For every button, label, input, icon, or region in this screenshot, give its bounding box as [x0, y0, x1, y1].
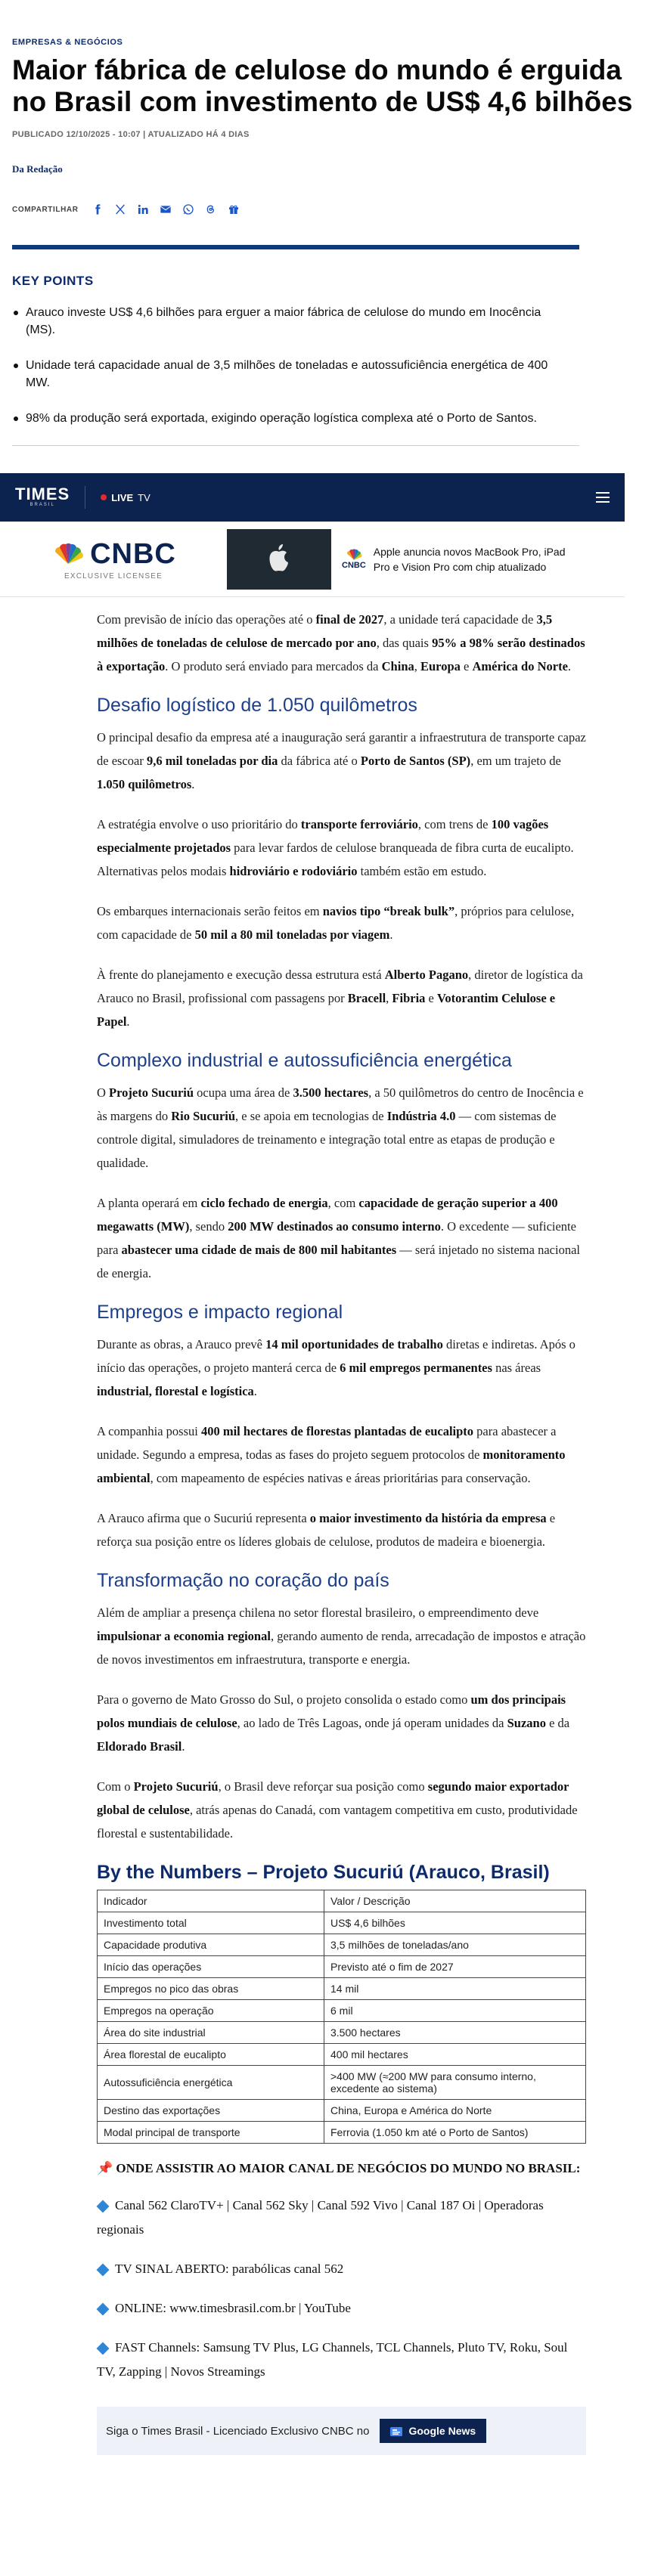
bold-text: 100 vagões especialmente projetados [97, 817, 549, 855]
bold-text: 400 mil hectares de florestas plantadas de eucalipto [200, 1424, 474, 1438]
key-point-item: Arauco investe US$ 4,6 bilhões para erguer a maior fábrica de celulose do mundo em Inocência (MS). [12, 304, 570, 339]
bold-text: China [381, 659, 414, 673]
table-row [98, 1978, 586, 2000]
key-points-list [0, 289, 582, 427]
article-paragraph: Os embarques internacionais serão feitos em navios tipo “break bulk”, próprios para celulose, com capacidade de 50 mil a 80 mil toneladas por viagem. [97, 904, 575, 942]
bold-text: Bracell [347, 991, 386, 1005]
subheading-complexo: Complexo industrial e autossuficiência energética [97, 1050, 512, 1071]
table-row [98, 2100, 586, 2122]
x-twitter-icon[interactable] [113, 203, 127, 216]
key-point-item: 98% da produção será exportada, exigindo operação logística complexa até o Porto de Santos. [12, 410, 570, 427]
row-key: Capacidade produtiva [98, 1934, 324, 1956]
channel-text: TV SINAL ABERTO: parabólicas canal 562 [115, 2262, 344, 2276]
bold-text: transporte ferroviário [300, 817, 418, 831]
live-tv-link[interactable] [101, 492, 150, 503]
subheading-logistica: Desafio logístico de 1.050 quilômetros [97, 695, 417, 716]
bold-text: 95% a 98% serão destinados à exportação [97, 636, 585, 673]
google-news-icon [390, 2426, 402, 2436]
bold-text: monitoramento ambiental [97, 1447, 566, 1485]
table-row [98, 1956, 586, 1978]
bold-text: 9,6 mil toneladas por dia [146, 754, 278, 768]
row-key: Investimento total [98, 1912, 324, 1934]
live-label: LIVE [111, 491, 134, 503]
article-paragraph: Com o Projeto Sucuriú, o Brasil deve reforçar sua posição como segundo maior exportador global de celulose, atrás apenas do Canadá, com vantagem competitiva em custo, produtividade florestal e sustentabilidade. [97, 1779, 578, 1841]
row-value: Previsto até o fim de 2027 [324, 1956, 586, 1978]
article-paragraph: Durante as obras, a Arauco prevê 14 mil oportunidades de trabalho diretas e indiretas. Após o início das operações, o projeto manterá cerca de 6 mil empregos permanentes nas áreas industrial, florestal e logística. [97, 1337, 575, 1398]
row-key: Destino das exportações [98, 2100, 324, 2122]
article-headline: Maior fábrica de celulose do mundo é erguida no Brasil com investimento de US$ 4,6 bilhões [12, 54, 633, 117]
gift-icon[interactable] [227, 203, 240, 216]
channel-line [97, 2336, 587, 2384]
blue-diamond-icon [97, 2200, 110, 2213]
bold-text: ciclo fechado de energia [200, 1196, 328, 1210]
promo-headline[interactable]: Apple anuncia novos MacBook Pro, iPad Pro e Vision Pro com chip atualizado [373, 545, 566, 573]
article-paragraph: A estratégia envolve o uso prioritário do transporte ferroviário, com trens de 100 vagões especialmente projetados para levar fardos de celulose branqueada de fibra curta de eucalipto. Alternativas pelos modais hidroviário e rodoviário também estão em estudo. [97, 817, 574, 878]
tv-label: TV [138, 491, 150, 503]
channel-line [97, 2296, 587, 2321]
live-dot-icon [101, 494, 107, 500]
key-points-divider [12, 445, 579, 446]
table-row [98, 2022, 586, 2044]
publish-meta: PUBLICADO 12/10/2025 - 10:07 | ATUALIZADO HÁ 4 DIAS [12, 130, 250, 139]
blue-diamond-icon [97, 2303, 110, 2316]
row-key: Área florestal de eucalipto [98, 2044, 324, 2066]
follow-text: Siga o Times Brasil - Licenciado Exclusivo CNBC no [106, 2424, 370, 2438]
share-label: COMPARTILHAR [12, 205, 79, 214]
bold-text: Eldorado Brasil [97, 1739, 182, 1754]
menu-icon[interactable] [596, 492, 610, 503]
row-key: Autossuficiência energética [98, 2066, 324, 2100]
article-body [0, 608, 587, 2384]
apple-logo-icon [266, 543, 292, 573]
bold-text: um dos principais polos mundiais de celulose [97, 1692, 566, 1730]
follow-google-news-bar [97, 2407, 586, 2455]
row-value: >400 MW (≈200 MW para consumo interno, excedente ao sistema) [324, 2066, 586, 2100]
bold-text: segundo maior exportador global de celulose [97, 1779, 569, 1817]
peacock-icon [51, 543, 85, 565]
facebook-icon[interactable] [91, 203, 104, 216]
row-value: Ferrovia (1.050 km até o Porto de Santos) [324, 2122, 586, 2144]
bold-text: América do Norte [472, 659, 568, 673]
key-points-title: KEY POINTS [12, 274, 94, 288]
channel-text: FAST Channels: Samsung TV Plus, LG Channels, TCL Channels, Pluto TV, Roku, Soul TV, Zapping | Novos Streamings [97, 2340, 568, 2379]
article-paragraph: Além de ampliar a presença chilena no setor florestal brasileiro, o empreendimento deve impulsionar a economia regional, gerando aumento de renda, arrecadação de impostos e atração de novos investimentos em infraestrutura, transporte e energia. [97, 1605, 586, 1667]
table-row [98, 2044, 586, 2066]
table-header-row [98, 1890, 586, 1912]
row-key: Área do site industrial [98, 2022, 324, 2044]
bold-text: 14 mil oportunidades de trabalho [265, 1337, 443, 1351]
bold-text: impulsionar a economia regional [97, 1629, 271, 1643]
promo-thumbnail[interactable] [227, 529, 331, 590]
row-value: US$ 4,6 bilhões [324, 1912, 586, 1934]
bold-text: navios tipo “break bulk” [322, 904, 455, 918]
cnbc-wordmark: CNBC [90, 537, 176, 570]
times-logo[interactable] [15, 487, 70, 508]
mini-peacock-icon [344, 549, 364, 561]
article-paragraph: A planta operará em ciclo fechado de energia, com capacidade de geração superior a 400 megawatts (MW), sendo 200 MW destinados ao consumo interno. O excedente — suficiente para abastecer uma cidade de mais de 800 mil habitantes — será injetado no sistema nacional de energia. [97, 1196, 580, 1280]
author-byline[interactable]: Da Redação [12, 163, 63, 175]
bold-text: Indústria 4.0 [386, 1109, 456, 1123]
bold-text: final de 2027 [315, 612, 384, 627]
row-value: China, Europa e América do Norte [324, 2100, 586, 2122]
channel-line [97, 2194, 587, 2242]
bold-text: hidroviário e rodoviário [229, 864, 358, 878]
row-key: Início das operações [98, 1956, 324, 1978]
article-paragraph: Com previsão de início das operações até o final de 2027, a unidade terá capacidade de 3,5 milhões de toneladas de celulose de mercado por ano, das quais 95% a 98% serão destinados à exportação. O produto será enviado para mercados da China, Europa e América do Norte. [97, 612, 585, 673]
mini-cnbc-logo [342, 549, 366, 570]
bold-text: abastecer uma cidade de mais de 800 mil habitantes [121, 1243, 397, 1257]
subheading-transformacao: Transformação no coração do país [97, 1570, 389, 1591]
channel-text: Canal 562 ClaroTV+ | Canal 562 Sky | Canal 592 Vivo | Canal 187 Oi | Operadoras regionais [97, 2198, 544, 2237]
row-key: Empregos no pico das obras [98, 1978, 324, 2000]
row-value: 6 mil [324, 2000, 586, 2022]
bold-text: o maior investimento da história da empresa [309, 1511, 547, 1525]
blue-diamond-icon [97, 2264, 110, 2277]
row-value: 3.500 hectares [324, 2022, 586, 2044]
article-paragraph: O Projeto Sucuriú ocupa uma área de 3.500 hectares, a 50 quilômetros do centro de Inocência e às margens do Rio Sucuriú, e se apoia em tecnologias de Indústria 4.0 — com sistemas de controle digital, simuladores de treinamento e integração total entre as etapas de produção e qualidade. [97, 1085, 584, 1170]
channel-text[interactable]: ONLINE: www.timesbrasil.com.br | YouTube [115, 2301, 351, 2315]
bold-text: 3,5 milhões de toneladas de celulose de mercado por ano [97, 612, 553, 650]
article-paragraph: O principal desafio da empresa até a inauguração será garantir a infraestrutura de transporte capaz de escoar 9,6 mil toneladas por dia da fábrica até o Porto de Santos (SP), em um trajeto de 1.050 quilômetros. [97, 730, 586, 791]
col-value: Valor / Descrição [324, 1890, 586, 1912]
article-paragraph: A companhia possui 400 mil hectares de florestas plantadas de eucalipto para abastecer a unidade. Segundo a empresa, todas as fases do projeto seguem protocolos de monitoramento ambiental, com mapeamento de espécies nativas e áreas prioritárias para conservação. [97, 1424, 566, 1485]
google-news-label: Google News [408, 2425, 476, 2437]
numbers-title: By the Numbers – Projeto Sucuriú (Arauco, Brasil) [97, 1862, 550, 1883]
cnbc-sub: EXCLUSIVE LICENSEE [64, 571, 163, 581]
table-row [98, 1912, 586, 1934]
row-value: 3,5 milhões de toneladas/ano [324, 1934, 586, 1956]
article-paragraph: A Arauco afirma que o Sucuriú representa o maior investimento da história da empresa e reforça sua posição entre os líderes globais de celulose, produtos de madeira e bioenergia. [97, 1511, 556, 1549]
bold-text: Suzano [507, 1716, 546, 1730]
bold-text: Votorantim Celulose e Papel [97, 991, 556, 1029]
threads-icon[interactable] [204, 203, 218, 216]
blue-diamond-icon [97, 2342, 110, 2355]
subheading-empregos: Empregos e impacto regional [97, 1302, 343, 1323]
whatsapp-icon[interactable] [181, 203, 195, 216]
google-news-button[interactable] [380, 2419, 486, 2443]
cnbc-brand[interactable] [0, 538, 227, 581]
bold-text: capacidade de geração superior a 400 megawatts (MW) [97, 1196, 558, 1234]
article-paragraph: À frente do planejamento e execução dessa estrutura está Alberto Pagano, diretor de logística da Arauco no Brasil, profissional com passagens por Bracell, Fibria e Votorantim Celulose e Papel. [97, 968, 583, 1029]
linkedin-icon[interactable] [136, 203, 150, 216]
bold-text: Projeto Sucuriú [133, 1779, 219, 1794]
row-value: 14 mil [324, 1978, 586, 2000]
bold-text: 200 MW destinados ao consumo interno [228, 1219, 441, 1234]
bold-text: 3.500 hectares [293, 1085, 369, 1100]
table-row [98, 1934, 586, 1956]
mini-cnbc-text: CNBC [342, 560, 366, 570]
bold-text: 6 mil empregos permanentes [340, 1361, 492, 1375]
bold-text: Fibria [392, 991, 426, 1005]
email-icon[interactable] [159, 203, 172, 216]
bold-text: 1.050 quilômetros [97, 777, 192, 791]
times-nav-bar [0, 473, 625, 522]
key-point-item: Unidade terá capacidade anual de 3,5 milhões de toneladas e autossuficiência energética de 400 MW. [12, 357, 570, 392]
article-paragraph: Para o governo de Mato Grosso do Sul, o projeto consolida o estado como um dos principais polos mundiais de celulose, ao lado de Três Lagoas, onde já operam unidades da Suzano e da Eldorado Brasil. [97, 1692, 570, 1754]
bold-text: Alberto Pagano [384, 968, 469, 982]
bold-text: Projeto Sucuriú [109, 1085, 194, 1100]
table-row [98, 2066, 586, 2100]
row-key: Empregos na operação [98, 2000, 324, 2022]
bold-text: Porto de Santos (SP) [360, 754, 471, 768]
row-key: Modal principal de transporte [98, 2122, 324, 2144]
numbers-table [97, 1890, 586, 2144]
bold-text: 50 mil a 80 mil toneladas por viagem [194, 927, 390, 942]
times-logo-text: TIMES [15, 485, 70, 503]
share-bar [0, 175, 667, 216]
where-to-watch-text: ONDE ASSISTIR AO MAIOR CANAL DE NEGÓCIOS DO MUNDO NO BRASIL: [116, 2161, 581, 2175]
table-row [98, 2000, 586, 2022]
col-indicator: Indicador [98, 1890, 324, 1912]
bold-text: Europa [420, 659, 461, 673]
row-value: 400 mil hectares [324, 2044, 586, 2066]
channel-line [97, 2257, 587, 2281]
section-label[interactable]: EMPRESAS & NEGÓCIOS [12, 38, 123, 47]
bold-text: Rio Sucuriú [171, 1109, 236, 1123]
pin-icon: 📌 [97, 2161, 113, 2175]
times-logo-sub: BRASIL [29, 503, 55, 507]
promo-info[interactable] [331, 544, 578, 574]
cnbc-promo-row [0, 522, 625, 597]
table-row [98, 2122, 586, 2144]
bold-text: industrial, florestal e logística [97, 1384, 254, 1398]
where-to-watch-title [97, 2159, 587, 2178]
